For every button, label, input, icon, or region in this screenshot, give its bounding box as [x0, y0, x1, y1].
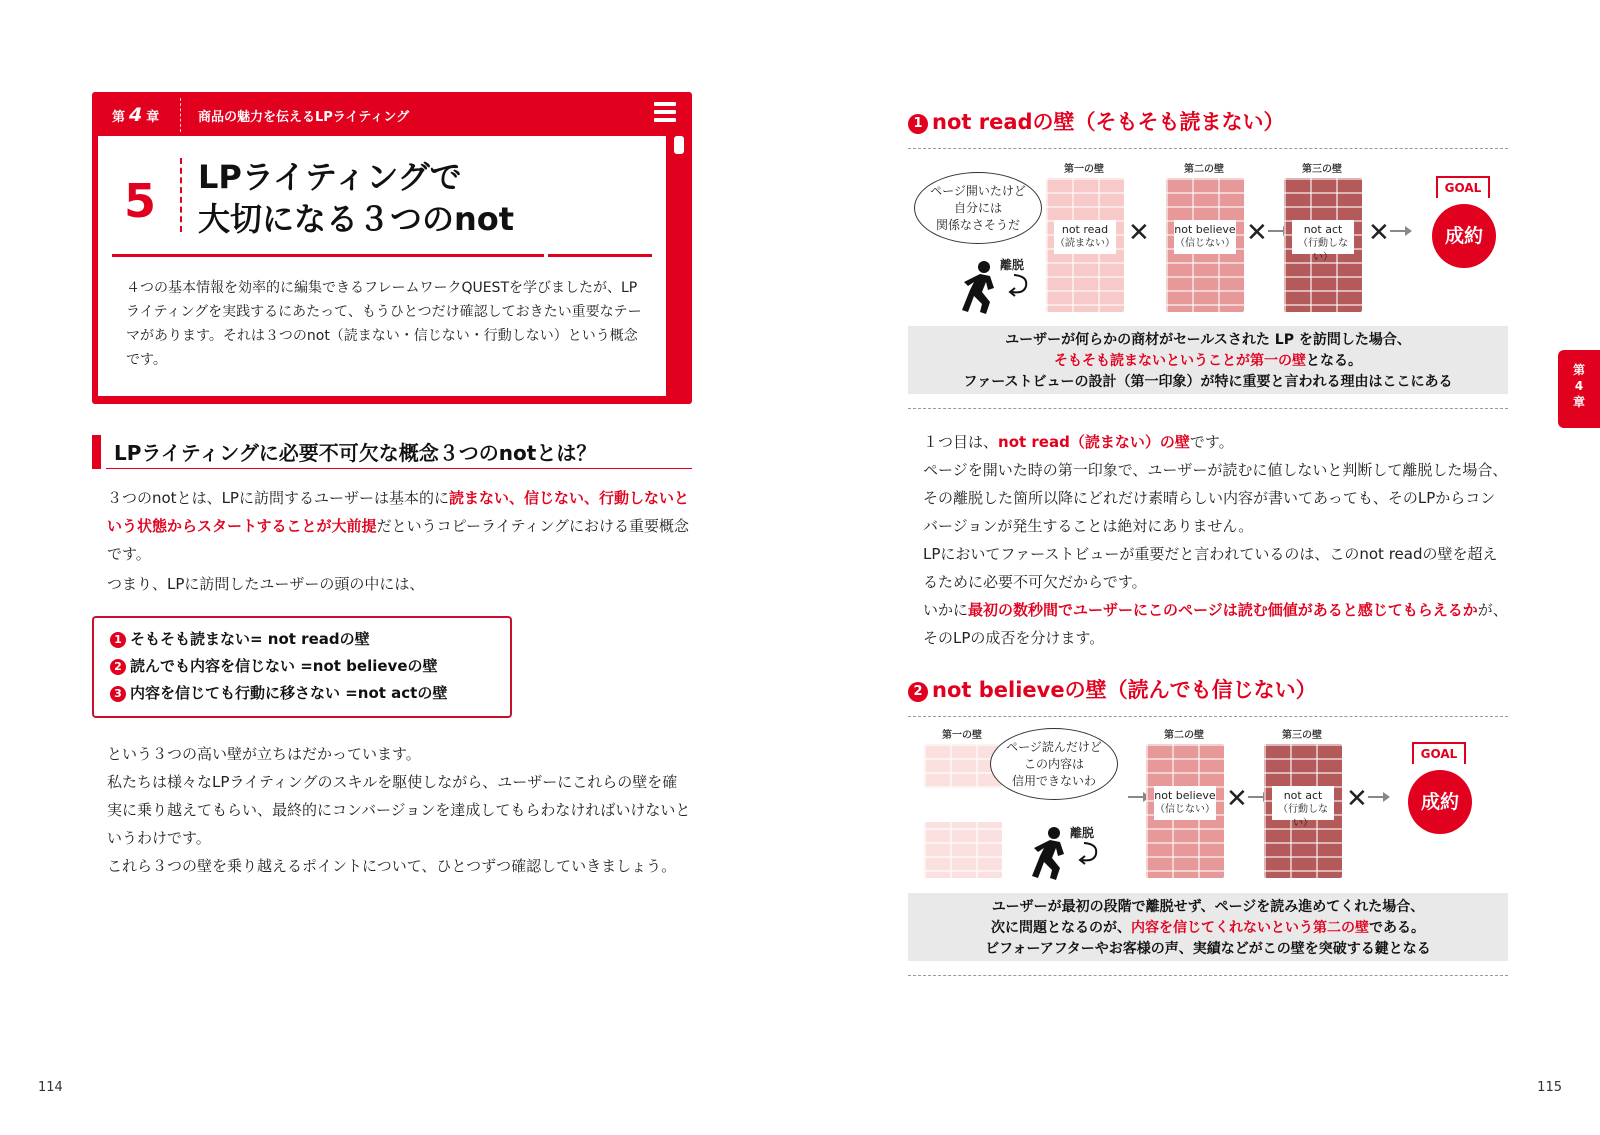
- runner-icon: [1030, 826, 1074, 882]
- diagram2-caption: [908, 893, 1508, 961]
- wall-first: [1046, 178, 1124, 312]
- dashed-divider: [908, 148, 1508, 149]
- paragraph-4: 私たちは様々なLPライティングのスキルを駆使しながら、ユーザーにこれらの壁を確実に乗り越えてもらい、最終的にコンバージョンを達成してもらわなければいけないというわけです。: [107, 773, 691, 847]
- goal-flag-icon: GOAL: [1436, 176, 1490, 198]
- cross-icon: ✕: [1368, 218, 1390, 248]
- right-paragraph-3: LPにおいてファーストビューが重要だと言われているのは、このnot readの壁を超えるために必要不可欠だからです。: [923, 545, 1498, 591]
- diagram-not-believe: [908, 726, 1508, 886]
- bubble-line: この内容は: [1023, 757, 1084, 771]
- wall-tag-en: not believe: [1154, 789, 1216, 802]
- number-badge: 2: [110, 659, 126, 675]
- title-rule-dot: [544, 253, 548, 257]
- wall-tag-jp: （信じない）: [1155, 804, 1215, 815]
- caption-text: となる。: [1306, 353, 1362, 369]
- page-number-left: 114: [38, 1080, 63, 1095]
- wall-label: 第一の壁: [942, 730, 982, 741]
- section-separator: [180, 158, 182, 232]
- wall-tag-jp: （行動しない）: [1298, 238, 1348, 263]
- p1-text-b: だというコピーライティングにおける重要概念です。: [107, 517, 690, 563]
- number-badge: 1: [908, 114, 928, 134]
- caption-highlight: 内容を信じてくれないという第二の壁: [1131, 920, 1369, 936]
- chapter-prefix: 第: [112, 110, 126, 125]
- right-paragraph-1: [908, 428, 1508, 456]
- arrow-icon: [1268, 230, 1284, 232]
- right-paragraph-4: [908, 596, 1508, 652]
- three-nots-list: [92, 616, 512, 718]
- wall-label: 第二の壁: [1184, 164, 1224, 175]
- goal-flag-icon: GOAL: [1412, 742, 1466, 764]
- wall-third: [1264, 744, 1342, 878]
- list-item: [110, 626, 510, 653]
- p1-text-a: ３つのnotとは、LPに訪問するユーザーは基本的に: [107, 489, 449, 507]
- right-paragraph-2: ページを開いた時の第一印象で、ユーザーが読むに値しないと判断して離脱した場合、その離脱した箇所以降にどれだけ素晴らしい内容が書いてあっても、そのLPからコンバージョンが発生することは絶対にありません。: [923, 461, 1508, 535]
- arrow-icon: [1368, 796, 1384, 798]
- rp4-text-a: いかに: [923, 601, 969, 619]
- number-badge: 2: [908, 682, 928, 702]
- chapter-suffix: 章: [146, 110, 160, 125]
- list-item-text: そもそも読まない= not readの壁: [130, 630, 370, 648]
- speech-bubble: [990, 728, 1118, 800]
- goal: [1428, 176, 1498, 276]
- left-heading: [92, 433, 692, 469]
- dashed-divider: [908, 716, 1508, 717]
- intro-text: ４つの基本情報を効率的に編集できるフレームワークQUESTを学びましたが、LPライティングを実践するにあたって、もうひとつだけ確認しておきたい重要なテーマがあります。それは３つのnot（読まない・信じない・行動しない）という概念です。: [126, 280, 642, 368]
- section1-title: not readの壁（そもそも読まない）: [932, 110, 1285, 134]
- list-item: [110, 653, 510, 680]
- list-item-text: 読んでも内容を信じない =not believeの壁: [130, 657, 438, 675]
- number-badge: 3: [110, 686, 126, 702]
- section2-heading: [908, 674, 1317, 704]
- wall-second: [1146, 744, 1224, 878]
- wall-tag-en: not act: [1283, 789, 1323, 802]
- bubble-line: ページ開いたけど: [930, 184, 1026, 198]
- heading-bar: [92, 435, 101, 469]
- list-item: [110, 680, 510, 707]
- wall-tag-en: not act: [1303, 223, 1343, 236]
- bubble-line: ページ読んだけど: [1006, 740, 1102, 754]
- caption-text: である。: [1369, 920, 1425, 936]
- section-title: [198, 156, 638, 240]
- arrow-icon: [1128, 796, 1144, 798]
- diagram-not-read: [908, 160, 1508, 320]
- wall-gap: [924, 788, 1002, 822]
- section-number: 5: [124, 174, 157, 228]
- wall-second: [1166, 178, 1244, 312]
- arrow-icon: [1390, 230, 1406, 232]
- wall-tag: [1054, 220, 1116, 254]
- wall-label: 第三の壁: [1282, 730, 1322, 741]
- p1-highlight: 読まない、信じない、行動しないという状態からスタートすることが大前提: [107, 489, 689, 535]
- caption-line: ファーストビューの設計（第一印象）が特に重要と言われる理由はここにある: [963, 374, 1453, 390]
- wall-label: 第三の壁: [1302, 164, 1342, 175]
- bubble-line: 信用できないわ: [1011, 774, 1096, 788]
- paragraph-1: [92, 484, 692, 568]
- caption-text: 次に問題となるのが、: [991, 920, 1131, 936]
- left-heading-text: LPライティングに必要不可欠な概念３つのnotとは？: [114, 441, 597, 465]
- cross-icon: ✕: [1346, 784, 1368, 814]
- cross-icon: ✕: [1226, 784, 1248, 814]
- wall-tag: [1174, 220, 1236, 254]
- section-title-line2: 大切になる３つのnot: [198, 200, 515, 238]
- header-separator: [180, 98, 181, 132]
- ridatsu-label: 離脱: [1000, 258, 1025, 272]
- cross-icon: ✕: [1246, 218, 1268, 248]
- arrow-icon: [1248, 796, 1264, 798]
- wall-label: 第一の壁: [1064, 164, 1104, 175]
- page-number-right: 115: [1537, 1080, 1562, 1095]
- dashed-divider: [908, 975, 1508, 976]
- wall-tag-en: not believe: [1174, 223, 1236, 236]
- menu-icon[interactable]: [654, 102, 676, 124]
- wall-tag-jp: （行動しない）: [1278, 804, 1328, 829]
- number-badge: 1: [110, 632, 126, 648]
- paragraph-5: これら３つの壁を乗り越えるポイントについて、ひとつずつ確認していきましょう。: [107, 857, 677, 875]
- side-tab-char: 4: [1574, 379, 1584, 393]
- goal-circle: 成約: [1408, 770, 1472, 834]
- section2-title: not believeの壁（読んでも信じない）: [932, 678, 1317, 702]
- list-item-text: 内容を信じても行動に移さない =not actの壁: [130, 684, 448, 702]
- chapter-title: 商品の魅力を伝えるLPライティング: [198, 110, 410, 125]
- wall-tag: [1154, 786, 1216, 820]
- return-arrow-icon: [1006, 272, 1030, 298]
- wall-label: 第二の壁: [1164, 730, 1204, 741]
- paragraph-3: という３つの高い壁が立ちはだかっています。: [107, 745, 421, 763]
- goal: [1404, 742, 1474, 842]
- side-tab-char: 章: [1572, 395, 1585, 409]
- section-title-panel: [98, 136, 666, 396]
- diagram1-caption: [908, 326, 1508, 394]
- side-tab-char: 第: [1572, 363, 1585, 377]
- bubble-line: 関係なさそうだ: [935, 218, 1020, 232]
- cross-icon: ✕: [1128, 218, 1150, 248]
- wall-tag: [1292, 220, 1354, 263]
- return-arrow-icon: [1076, 840, 1100, 866]
- rp1-text-a: １つ目は、: [923, 433, 999, 451]
- rp1-highlight: not read（読まない）の壁: [998, 433, 1190, 451]
- caption-line: ユーザーが最初の段階で離脱せず、ページを読み進めてくれた場合、: [991, 899, 1425, 915]
- caption-line: ユーザーが何らかの商材がセールスされた LP を訪問した場合、: [1005, 332, 1411, 348]
- wall-tag: [1272, 786, 1334, 829]
- wall-tag-jp: （信じない）: [1175, 238, 1235, 249]
- heading-rule: [106, 468, 692, 469]
- paragraph-2: つまり、LPに訪問したユーザーの頭の中には、: [107, 575, 425, 593]
- chapter-header: [92, 92, 692, 136]
- section-title-line1: LPライティングで: [198, 158, 462, 196]
- bubble-line: 自分には: [953, 201, 1002, 215]
- wall-third: [1284, 178, 1362, 312]
- wall-tag-jp: （読まない）: [1055, 238, 1115, 249]
- speech-bubble: [914, 172, 1042, 244]
- title-rule: [112, 254, 652, 257]
- rp4-highlight: 最初の数秒間でユーザーにこのページは読む価値があると感じてもらえるか: [968, 601, 1478, 619]
- chapter-side-tab[interactable]: [1558, 350, 1600, 428]
- section1-heading: [908, 106, 1285, 136]
- chapter-card: [92, 92, 692, 404]
- rp1-text-b: です。: [1189, 433, 1234, 451]
- runner-icon: [960, 260, 1004, 316]
- rp4-text-b: が、そのLPの成否を分けます。: [923, 601, 1508, 647]
- scroll-knob: [674, 136, 684, 154]
- wall-tag-en: not read: [1061, 223, 1109, 236]
- goal-circle: 成約: [1432, 204, 1496, 268]
- ridatsu-label: 離脱: [1070, 826, 1095, 840]
- caption-line: ビフォーアフターやお客様の声、実績などがこの壁を突破する鍵となる: [985, 941, 1431, 957]
- chapter-number: [112, 104, 159, 126]
- chapter-num: 4: [129, 104, 143, 126]
- dashed-divider: [908, 408, 1508, 409]
- caption-highlight: そもそも読まないということが第一の壁: [1054, 353, 1306, 369]
